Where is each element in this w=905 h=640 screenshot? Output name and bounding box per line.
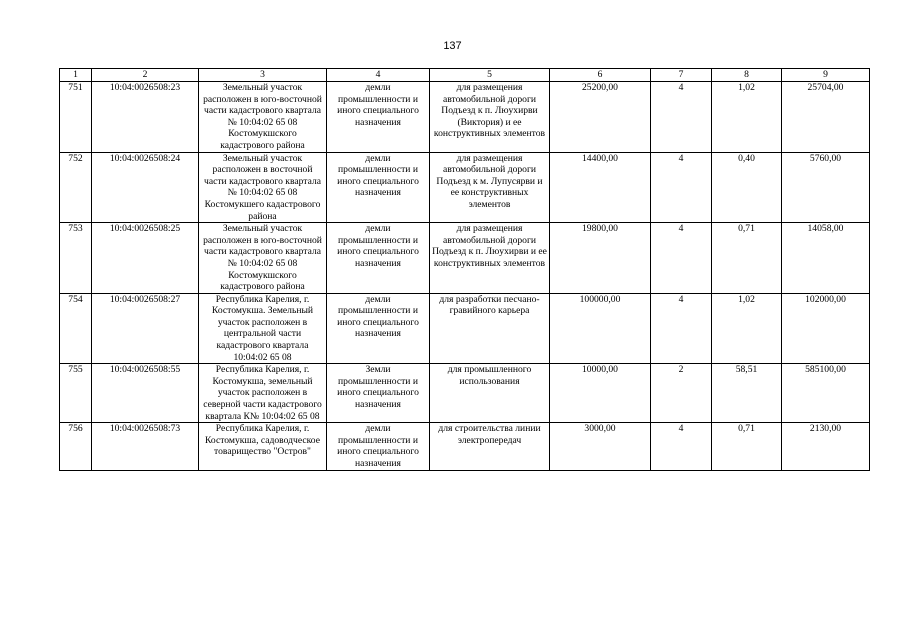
land-category-cell: демли промышленности и иного специального назначения (327, 223, 430, 294)
area-cell: 3000,00 (550, 423, 651, 470)
cadastral-number-cell: 10:04:0026508:27 (92, 293, 199, 364)
location-cell: Земельный участок расположен в юго-восточной части кадастрового квартала № 10:04:02 65 08 Костомукшского кадастрового района (199, 223, 327, 294)
location-cell: Республика Карелия, г. Костомукша, земельный участок расположен в северной части кадастрового квартала К№ 10:04:02 65 08 (199, 364, 327, 423)
column-9-cell: 14058,00 (782, 223, 870, 294)
area-cell: 10000,00 (550, 364, 651, 423)
location-cell: Республика Карелия, г. Костомукша. Земельный участок расположен в центральной части кадастрового квартала 10:04:02 65 08 (199, 293, 327, 364)
land-category-cell: демли промышленности и иного специального назначения (327, 82, 430, 153)
column-header: 8 (712, 69, 782, 82)
land-category-cell: демли промышленности и иного специального назначения (327, 152, 430, 223)
column-7-cell: 4 (651, 293, 712, 364)
column-header: 5 (430, 69, 550, 82)
column-7-cell: 4 (651, 82, 712, 153)
row-number-cell: 754 (60, 293, 92, 364)
permitted-use-cell: для размещения автомобильной дороги Подъезд к м. Лупусярви и ее конструктивных элементов (430, 152, 550, 223)
table-row (60, 152, 870, 223)
column-8-cell: 0,71 (712, 423, 782, 470)
land-category-cell: демли промышленности и иного специального назначения (327, 423, 430, 470)
permitted-use-cell: для размещения автомобильной дороги Подъезд к п. Люухирви и ее конструктивных элементов (430, 223, 550, 294)
column-7-cell: 4 (651, 152, 712, 223)
cadastral-number-cell: 10:04:0026508:23 (92, 82, 199, 153)
row-number-cell: 753 (60, 223, 92, 294)
table-row (60, 223, 870, 294)
column-header: 4 (327, 69, 430, 82)
page-number: 137 (443, 40, 462, 52)
cadastral-number-cell: 10:04:0026508:55 (92, 364, 199, 423)
column-8-cell: 58,51 (712, 364, 782, 423)
table-row (60, 423, 870, 470)
permitted-use-cell: для строительства линии электропередач (430, 423, 550, 470)
table-row (60, 82, 870, 153)
column-8-cell: 0,71 (712, 223, 782, 294)
row-number-cell: 751 (60, 82, 92, 153)
land-category-cell: Земли промышленности и иного специального назначения (327, 364, 430, 423)
column-header: 3 (199, 69, 327, 82)
column-9-cell: 2130,00 (782, 423, 870, 470)
table-row (60, 364, 870, 423)
row-number-cell: 756 (60, 423, 92, 470)
area-cell: 14400,00 (550, 152, 651, 223)
permitted-use-cell: для промышленного использования (430, 364, 550, 423)
permitted-use-cell: для разработки песчано-гравийного карьера (430, 293, 550, 364)
column-7-cell: 2 (651, 364, 712, 423)
table-header-row (60, 69, 870, 82)
column-7-cell: 4 (651, 223, 712, 294)
permitted-use-cell: для размещения автомобильной дороги Подъезд к п. Люухирви (Виктория) и ее конструктивных элементов (430, 82, 550, 153)
row-number-cell: 755 (60, 364, 92, 423)
table-row (60, 293, 870, 364)
column-header: 7 (651, 69, 712, 82)
area-cell: 19800,00 (550, 223, 651, 294)
location-cell: Земельный участок расположен в юго-восточной части кадастрового квартала № 10:04:02 65 08 Костомукшского кадастрового района (199, 82, 327, 153)
land-category-cell: демли промышленности и иного специального назначения (327, 293, 430, 364)
column-9-cell: 5760,00 (782, 152, 870, 223)
column-9-cell: 25704,00 (782, 82, 870, 153)
location-cell: Земельный участок расположен в восточной части кадастрового квартала № 10:04:02 65 08 Костомукшего кадастрового района (199, 152, 327, 223)
location-cell: Республика Карелия, г. Костомукша, садоводческое товарищество "Остров" (199, 423, 327, 470)
column-9-cell: 102000,00 (782, 293, 870, 364)
column-header: 1 (60, 69, 92, 82)
column-8-cell: 0,40 (712, 152, 782, 223)
cadastral-number-cell: 10:04:0026508:24 (92, 152, 199, 223)
column-8-cell: 1,02 (712, 293, 782, 364)
cadastral-number-cell: 10:04:0026508:25 (92, 223, 199, 294)
column-header: 9 (782, 69, 870, 82)
land-plots-table (59, 68, 870, 471)
column-8-cell: 1,02 (712, 82, 782, 153)
column-9-cell: 585100,00 (782, 364, 870, 423)
column-header: 6 (550, 69, 651, 82)
cadastral-number-cell: 10:04:0026508:73 (92, 423, 199, 470)
area-cell: 25200,00 (550, 82, 651, 153)
column-header: 2 (92, 69, 199, 82)
row-number-cell: 752 (60, 152, 92, 223)
area-cell: 100000,00 (550, 293, 651, 364)
column-7-cell: 4 (651, 423, 712, 470)
